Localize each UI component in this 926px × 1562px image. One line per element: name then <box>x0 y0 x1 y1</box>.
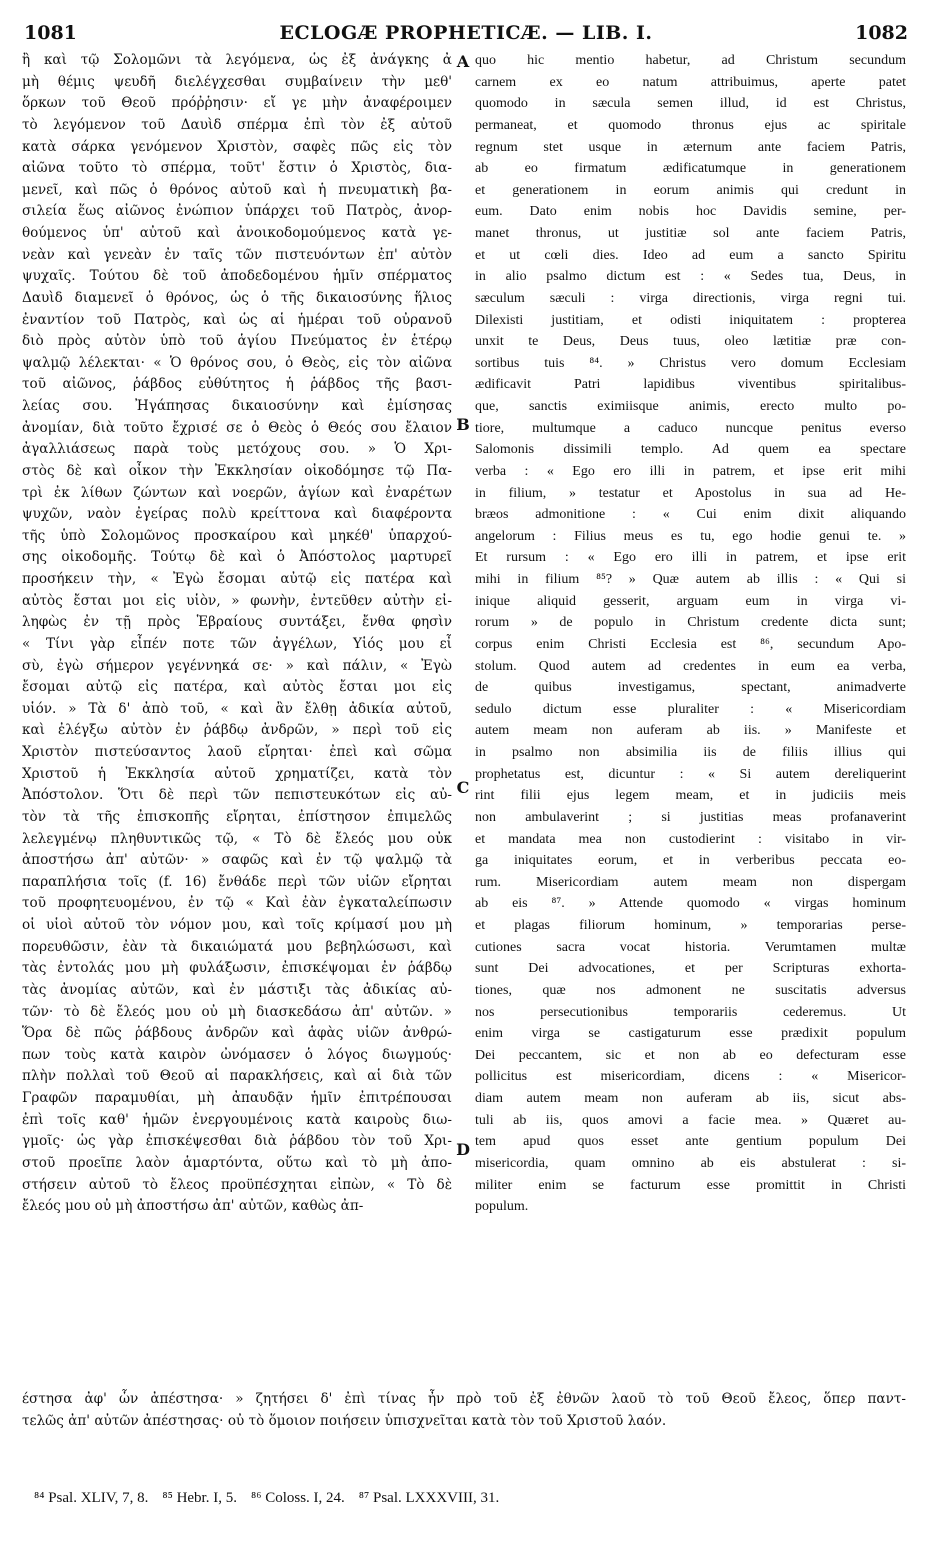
greek-text-line: ληφὼς ἐν τῇ πρὸς Ἑβραίους συντάξει, ἔνθα φησὶν <box>22 614 452 631</box>
greek-text-line: υἱόν. » Τὰ δ' ἀπὸ τοῦ, « καὶ ἂν ἔλθῃ ἀδικία αὐτοῦ, <box>22 700 452 717</box>
latin-text-line: ædificavit Patri lapidibus viventibus spiritalibus- <box>475 377 906 393</box>
latin-text-line: bræos admonitione : « Cui enim dixit aliquando <box>475 507 906 523</box>
margin-marker-b: B <box>456 415 470 434</box>
greek-text-line: Ὅρα δὲ πῶς ῥάβδους ἀνδρῶν καὶ ἁφὰς υἱῶν ἀνθρώ- <box>22 1025 452 1042</box>
latin-text-line: enim virga se castigaturum esse prædixit populum <box>475 1026 906 1042</box>
latin-text-line: eum. Dato enim nobis hoc Davidis semine, per- <box>475 204 906 220</box>
greek-text-line: πλὴν πολλαὶ τοῦ Θεοῦ αἱ παρακλήσεις, καὶ αἱ διὰ τῶν <box>22 1068 452 1085</box>
greek-text-line: ἔσομαι αὐτῷ εἰς πατέρα, καὶ αὐτὸς ἔσται μοι εἰς <box>22 679 452 696</box>
latin-text-line: de quibus investigamus, spectant, animadverte <box>475 680 906 696</box>
greek-text-line: οἱ υἱοὶ αὐτοῦ τὸν νόμον μου, καὶ τοῖς κρίμασί μου μὴ <box>22 917 452 933</box>
page-number-left: 1081 <box>24 22 77 44</box>
greek-text-line: τοῦ προφητευομένου, ἐν τῷ « Καὶ ἐὰν ἐγκαταλείπωσιν <box>22 895 452 912</box>
latin-text-line: que, sanctis eximiisque animis, erecto multo po- <box>475 399 906 414</box>
latin-text-line: pollicitus est misericordiam, dicens : « Misericor- <box>475 1069 906 1085</box>
latin-text-line: rorum » de populo in Christum credente dicta sunt; <box>475 615 906 631</box>
greek-text-line: σης οἰκοδομῆς. Τούτῳ δὲ καὶ ὁ Ἀπόστολος μαρτυρεῖ <box>22 549 452 566</box>
latin-text-line: tiones, quæ nos admonent ne suscitatis adversus <box>475 982 906 998</box>
greek-text-line: αἰῶνα τοῦτο τὸ σπέρμα, τοῦτ' ἔστιν ὁ Χριστὸς, δια- <box>22 160 452 177</box>
latin-text-line: carnem ex eo natum attribuimus, aperte patet <box>475 74 906 90</box>
greek-text-line: παραπλήσια τοῖς (f. 16) ἔνθάδε περὶ τῶν υἱῶν εἴρηται <box>22 873 452 890</box>
latin-text-column <box>475 50 906 1218</box>
latin-text-line: sunt Dei advocationes, et per Scripturas exhorta- <box>475 961 906 977</box>
greek-text-line: πων τοὺς κατὰ καιρὸν ὠνόμασεν ὁ λόγος διωγμούς· <box>22 1046 452 1063</box>
latin-text-line: Dei peccantem, sic et non ab eo defecturam esse <box>475 1047 906 1063</box>
latin-text-line: manet thronus, ut justitiæ sol ante faciem Patris, <box>475 226 906 241</box>
latin-text-line: tiore, multumque a caduco nuncque penitus everso <box>475 420 906 436</box>
greek-text-line: ὅρκων τοῦ Θεοῦ πρόῤῥησιν· εἴ γε μὴν ἀναφέροιμεν <box>22 95 452 112</box>
greek-text-line: σιλεία ἕως αἰῶνος ἐνώπιον ὑπάρχει τοῦ Πατρὸς, ἀνορ- <box>22 203 452 220</box>
latin-text-line: stolum. Quod autem ad credentes in eum ea verba, <box>475 658 906 674</box>
latin-text-line: et generationem in eorum animis qui credunt in <box>475 182 906 198</box>
greek-text-line: τὰς ἐντολάς μου μὴ φυλάξωσιν, ἐπισκέψομαι ἐν ῥάβδῳ <box>22 960 452 977</box>
latin-text-line: quo hic mentio habetur, ad Christum secundum <box>475 53 906 68</box>
latin-text-line: in alio psalmo dictum est : « Sedes tua, Deus, in <box>475 269 906 285</box>
latin-text-line: non ambulaverint ; si justitias meas profanaverint <box>475 809 906 825</box>
footnote: ⁸⁷ Psal. LXXXVIII, 31. <box>358 1490 500 1506</box>
greek-text-line: ψυχῶν, ναὸν ἐγείρας πολὺ κρείττονα καὶ διαφέροντα <box>22 506 452 523</box>
greek-text-line: ἐναντίον τοῦ Πατρὸς, καὶ ὡς αἱ ἡμέραι τοῦ οὐρανοῦ <box>22 311 452 328</box>
greek-text-line: στήσειν αὐτοῦ τὸ ἔλεος προϋπέσχηται εἰπὼν, « Τὸ δὲ <box>22 1176 452 1193</box>
greek-text-line: ἀποστήσω ἀπ' αὐτῶν· » σαφῶς καὶ ἐν τῷ ψαλμῷ τὰ <box>22 852 452 869</box>
latin-text-line: Dilexisti justitiam, et odisti iniquitatem : propterea <box>475 312 906 328</box>
greek-text-line: μὴ θέμις ψευδῆ διελέγχεσθαι συμβαίνειν τὴν μεθ' <box>22 73 452 90</box>
latin-text-line: et plagas filiorum hominum, » temporarias perse- <box>475 918 906 933</box>
latin-text-line: rint filii ejus legem meam, et in judiciis meis <box>475 788 906 804</box>
latin-text-line: mihi in filium ⁸⁵? » Quæ autem ab illis : « Qui si <box>475 572 906 587</box>
greek-text-line: κατὰ σάρκα γενόμενον Χριστὸν, σαφὲς πῶς εἰς τὸν <box>22 138 452 155</box>
latin-text-line: militer enim se facturum esse promittit in Christi <box>475 1177 906 1193</box>
latin-text-line: in filium, » testatur et Apostolus in sua ad He- <box>475 485 906 501</box>
latin-text-line: permaneat, et quomodo thronus ejus ac spiritale <box>475 117 906 133</box>
latin-text-line: autem meam non auferam ab iis. » Manifeste et <box>475 723 906 739</box>
greek-text-line: τῆς ὑπὸ Σολομῶνος προσκαίρου καὶ μηκέθ' ὑπαρχού- <box>22 527 452 544</box>
greek-text-line: θούμενος ὑπ' αὐτοῦ καὶ ἀνοικοδομούμενος κατὰ γε- <box>22 225 452 241</box>
margin-marker-a: A <box>456 52 470 71</box>
latin-text-line: ga iniquitates eorum, et in verberibus peccata eo- <box>475 853 906 869</box>
greek-text-line: νεὰν καὶ γενεὰν ἐν ταῖς τῶν πιστευόντων ἐπ' αὐτὸν <box>22 246 452 263</box>
greek-text-line: λείας σου. Ἠγάπησας δικαιοσύνην καὶ ἐμίσησας <box>22 398 452 414</box>
latin-text-line: sæculum sæculi : virga directionis, virga regni tui. <box>475 290 906 306</box>
latin-text-line: misericordia, quam omnino ab eis abstulerat : si- <box>475 1155 906 1171</box>
latin-text-line: corpus enim Christi Ecclesia est ⁸⁶, secundum Apo- <box>475 636 906 652</box>
greek-text-line: πορευθῶσιν, ἐὰν τὰ δικαιώματά μου βεβηλώσωσι, καὶ <box>22 938 452 955</box>
greek-text-line: μενεῖ, καὶ πῶς ὁ θρόνος αὐτοῦ καὶ ἡ πνευματικὴ βα- <box>22 181 452 198</box>
latin-text-line: diam autem meam non auferam ab iis, sicut abs- <box>475 1091 906 1106</box>
greek-text-line: ψυχαῖς. Τούτου δὲ τοῦ ἀποδεδομένου ἡμῖν σπέρματος <box>22 268 452 285</box>
greek-text-line: διὸ πρὸς αὐτὸν ὑπὸ τοῦ ἁγίου Πνεύματος ἐν ἑτέρῳ <box>22 333 452 350</box>
greek-text-line: Χριστοῦ ἡ Ἐκκλησία αὐτοῦ χρηματίζει, κατὰ τὸν <box>22 765 452 782</box>
greek-text-line: τῶν· τὸ δὲ ἔλεός μου οὐ μὴ διασκεδάσω ἀπ' αὐτῶν. » <box>22 1003 452 1020</box>
latin-text-line: et mandata mea non custodierint : visitabo in vir- <box>475 831 906 847</box>
latin-text-line: inique aliquid gesserit, arguam eum in virga vi- <box>475 593 906 609</box>
greek-text-line: έστησα ἀφ' ὧν ἀπέστησα· » ζητήσει δ' ἐπὶ τίνας ἦν πρὸ τοῦ ἐξ ἐθνῶν λαοῦ τὸ τοῦ Θεοῦ ἔλεος, ὅπερ παντ- <box>22 1391 906 1407</box>
greek-text-line: καὶ ἐλέγξω αὐτὸν ἐν ῥάβδῳ ἀνδρῶν, » περὶ τοῦ εἰς <box>22 722 452 739</box>
latin-text-line: verba : « Ego ero illi in patrem, et ipse erit mihi <box>475 463 906 479</box>
footnote: ⁸⁶ Coloss. I, 24. <box>250 1490 345 1506</box>
greek-text-line: τὰς ἀνομίας αὐτῶν, καὶ ἐν μάστιξι τὰς ἀδικίας αὐ- <box>22 981 452 998</box>
running-title: ECLOGÆ PROPHETICÆ. — LIB. I. <box>279 22 653 44</box>
latin-text-line: populum. <box>475 1199 529 1215</box>
latin-text-line: tem apud quos esset ante gentium populum Dei <box>475 1134 906 1150</box>
margin-marker-d: D <box>456 1140 470 1159</box>
greek-text-line: αὐτὸς ἔσται μοι εἰς υἱὸν, » φωνὴν, ἐντεῦθεν αὐτὴν εἰ- <box>22 592 452 609</box>
greek-text-line: Χριστὸν πιστεύσαντος λαοῦ εἴρηται· ἐπεὶ καὶ σῶμα <box>22 744 452 760</box>
latin-text-line: angelorum : Filius meus es tu, ego hodie genui te. » <box>475 528 906 544</box>
greek-text-line: στοῦ προεῖπε λαὸν ἁμαρτόντα, οὕτω καὶ τὸ μὴ ἀπο- <box>22 1154 452 1171</box>
latin-text-line: in psalmo non absimilia iis de filiis illius qui <box>475 745 906 760</box>
greek-text-line: τὸν τὰ τῆς ἐπισκοπῆς εἴρηται, ἐπίστησον ἐπιμελῶς <box>22 808 452 825</box>
greek-text-line: γμοῖς· ὡς γὰρ ἐπισκέψεσθαι διὰ ῥάβδου τὸν τοῦ Χρι- <box>22 1133 452 1150</box>
greek-text-line: τὸ λεγόμενον τοῦ Δαυὶδ σπέρμα ἐπὶ τὸν ἐξ αὐτοῦ <box>22 116 452 133</box>
greek-full-width-text <box>22 1389 906 1432</box>
latin-text-line: ab eo firmatum ædificatumque in generationem <box>475 161 906 177</box>
greek-text-line: ἔλεός μου οὐ μὴ ἀποστήσω ἀπ' αὐτῶν, καθὼς ἀπ- <box>22 1198 364 1215</box>
latin-text-line: Et rursum : « Ego ero illi in patrem, et ipse erit <box>475 550 906 566</box>
greek-text-line: ἀγαλλιάσεως παρὰ τοὺς μετόχους σου. » Ὁ Χρι- <box>22 441 452 458</box>
greek-text-line: στὸς δὲ καὶ οἶκον τὴν Ἐκκλησίαν οἰκοδόμησε τῷ Πα- <box>22 462 452 479</box>
latin-text-line: sedulo dictum esse pluraliter : « Misericordiam <box>475 701 906 717</box>
greek-text-line: σὺ, ἐγὼ σήμερον γεγέννηκά σε· » καὶ πάλιν, « Ἐγὼ <box>22 657 452 674</box>
greek-text-line: λελεγμένῳ πληθυντικῶς τῷ, « Τὸ δὲ ἔλεός μου οὐκ <box>22 830 452 847</box>
footnote: ⁸⁴ Psal. XLIV, 7, 8. <box>34 1490 149 1506</box>
greek-text-line: τελῶς ἀπ' αὐτῶν ἀπέστησας· οὐ τὸ ὅμοιον ποιήσειν ὑπισχνεῖται κατὰ τὸν τοῦ Χριστοῦ λαόν. <box>22 1412 667 1429</box>
latin-text-line: quomodo in sæcula semen illud, id est Christus, <box>475 96 906 112</box>
margin-marker-c: C <box>456 778 470 797</box>
greek-text-line: « Τίνι γὰρ εἶπέν ποτε τῶν ἀγγέλων, Υἱός μου εἶ <box>22 635 452 652</box>
latin-text-line: ab eis ⁸⁷. » Attende quomodo « virgas hominum <box>475 896 906 912</box>
greek-text-line: ἢ καὶ τῷ Σολομῶνι τὰ λεγόμενα, ὡς ἐξ ἀνάγκης ἀ <box>22 52 452 68</box>
greek-text-line: προσήκειν τὴν, « Ἐγὼ ἔσομαι αὐτῷ εἰς πατέρα καὶ <box>22 571 452 587</box>
footnotes <box>34 1490 904 1507</box>
greek-text-line: τοῦ αἰῶνος, ῥάβδος εὐθύτητος ἡ ῥάβδος τῆς βασι- <box>22 376 452 393</box>
latin-text-line: sortibus tuis ⁸⁴. » Christus vero domum Ecclesiam <box>475 355 906 371</box>
latin-text-line: tuli ab iis, quos amovi a facie mea. » Quæret au- <box>475 1112 906 1128</box>
latin-text-line: unxit te Deus, Deus tuus, oleo lætitiæ præ con- <box>475 334 906 350</box>
greek-text-line: τρὶ ἐκ λίθων ζώντων καὶ νοερῶν, ἁγίων καὶ ἐναρέτων <box>22 484 452 501</box>
footnote: ⁸⁵ Hebr. I, 5. <box>162 1490 237 1506</box>
greek-text-line: Γραφῶν παραμυθίαι, μὴ ἀπαυδᾷν ἡμῖν ἐπιτρέπουσαι <box>22 1090 452 1106</box>
greek-text-line: ἀνομίαν, διὰ τοῦτο ἔχρισέ σε ὁ Θεὸς ὁ Θεός σου ἔλαιον <box>22 419 452 436</box>
greek-text-column <box>22 50 452 1218</box>
greek-text-line: ψαλμῷ λέλεκται· « Ὁ θρόνος σου, ὁ Θεὸς, εἰς τὸν αἰῶνα <box>22 354 452 371</box>
page-number-right: 1082 <box>855 22 908 44</box>
latin-text-line: Salomonis dissimili templo. Ad quem ea spectare <box>475 442 906 458</box>
latin-text-line: regnum stet usque in æternum ante faciem Patris, <box>475 139 906 155</box>
greek-text-line: ἐπὶ τοῖς καθ' ἡμῶν ἐνεργουμένοις κατὰ καιροὺς διω- <box>22 1111 452 1128</box>
latin-text-line: rum. Misericordiam autem meam non dispergam <box>475 874 906 890</box>
page-header <box>24 22 908 52</box>
latin-text-line: cutiones sacra vocat historia. Verumtamen multæ <box>475 939 906 955</box>
latin-text-line: nos persecutionibus temporariis cederemus. Ut <box>475 1004 906 1020</box>
latin-text-line: prophetatus est, dicuntur : « Si autem dereliquerint <box>475 766 906 782</box>
latin-text-line: et ut cœli dies. Ideo ad eum a sancto Spiritu <box>475 247 906 263</box>
greek-text-line: Ἀπόστολον. Ὅτι δὲ περὶ τῶν πεπιστευκότων εἰς αὐ- <box>22 787 452 804</box>
greek-text-line: Δαυὶδ διαμενεῖ ὁ θρόνος, ὡς ὁ τῆς δικαιοσύνης ἥλιος <box>22 289 452 306</box>
